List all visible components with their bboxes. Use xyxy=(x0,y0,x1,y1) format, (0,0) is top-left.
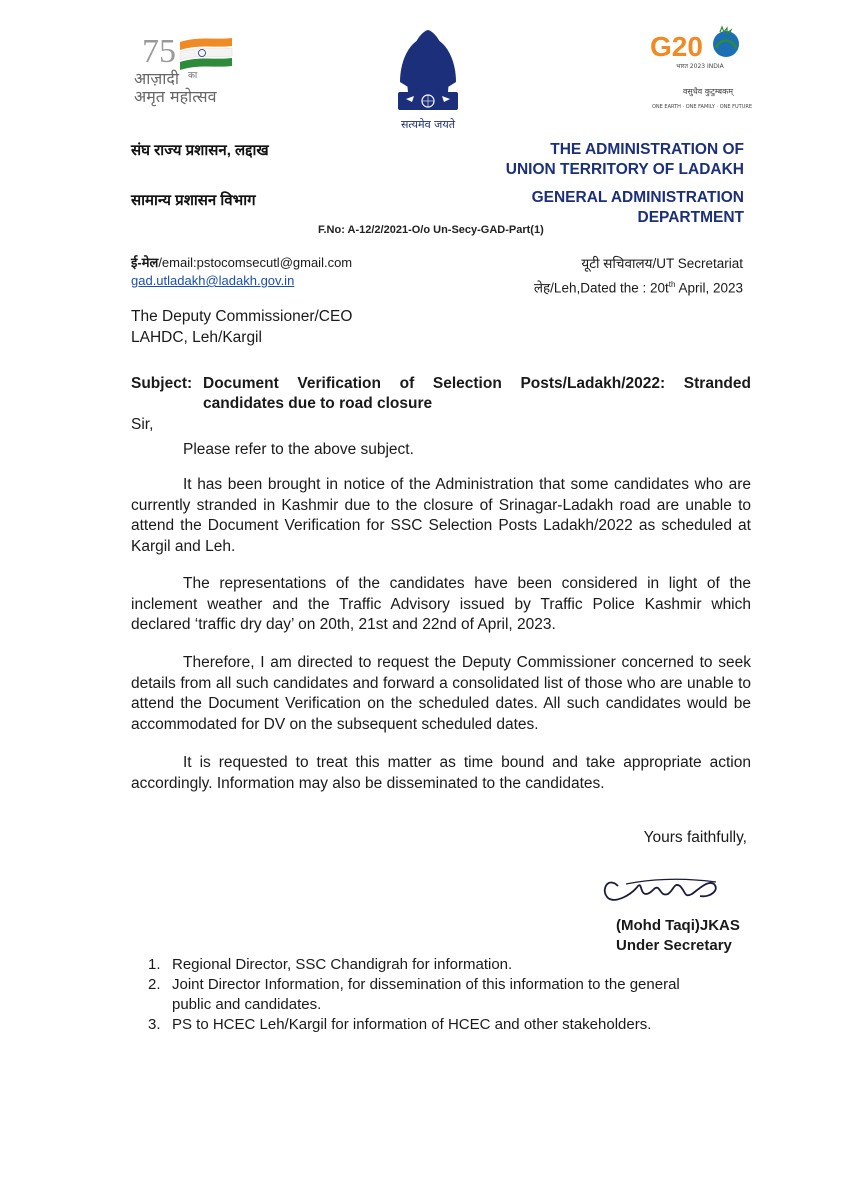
list-item-number: 3. xyxy=(148,1016,161,1033)
date-prefix: लेह/Leh,Dated the : 20t xyxy=(533,280,669,296)
email-line xyxy=(131,254,352,272)
email-label-hindi: ई-मेल xyxy=(131,255,159,270)
copy-to-list xyxy=(148,955,708,1035)
body-paragraph-4 xyxy=(131,653,751,735)
body-paragraph-4-text: Therefore, I am directed to request the Deputy Commissioner concerned to seek details from all such candidates and forward a consolidated list of those who are unable to attend the Document Verification on the scheduled dates. All such candidates would be accommodated for DV on the subsequent scheduled dates. xyxy=(131,654,751,733)
body-paragraph-3-text: The representations of the candidates have been considered in light of the inclement weather and the Traffic Advisory issued by Traffic Police Kashmir which declared ‘traffic dry day’ on 20th, 21st and 22nd of April, 2023. xyxy=(131,575,751,633)
list-item-text: PS to HCEC Leh/Kargil for information of HCEC and other stakeholders. xyxy=(172,1016,652,1033)
azadi-line1: आज़ादी xyxy=(134,69,180,88)
list-item-text: Joint Director Information, for dissemination of this information to the general public and candidates. xyxy=(172,976,680,1013)
salutation: Sir, xyxy=(131,416,154,433)
addressee-line1: The Deputy Commissioner/CEO xyxy=(131,308,353,325)
subject-label: Subject: xyxy=(131,375,193,392)
hindi-dept-title: सामान्य प्रशासन विभाग xyxy=(131,192,256,209)
email-block xyxy=(131,254,352,290)
date-line xyxy=(534,274,743,299)
signatory-name: (Mohd Taqi)JKAS xyxy=(616,917,740,934)
file-number: F.No: A-12/2/2021-O/o Un-Secy-GAD-Part(1) xyxy=(318,224,544,236)
eng-admin-line1: THE ADMINISTRATION OF xyxy=(550,141,744,158)
national-emblem xyxy=(378,22,478,134)
signature-icon xyxy=(596,864,736,914)
azadi-logo-graphic xyxy=(128,28,258,108)
azadi-line2: अमृत महोत्सव xyxy=(134,87,217,106)
eng-admin-line2: UNION TERRITORY OF LADAKH xyxy=(505,161,744,178)
signatory xyxy=(616,916,740,956)
secretariat-line: यूटी सचिवालय/UT Secretariat xyxy=(581,256,743,271)
g20-tagline: ONE EARTH · ONE FAMILY · ONE FUTURE xyxy=(652,104,752,110)
body-paragraph-1 xyxy=(131,440,751,461)
hindi-admin-title: संघ राज्य प्रशासन, लद्दाख xyxy=(131,142,269,159)
subject-text: Document Verification of Selection Posts/Ladakh/2022: Stranded candidates due to road closure xyxy=(203,375,751,412)
list-item-number: 1. xyxy=(148,956,161,973)
azadi-suffix: का xyxy=(188,71,198,81)
signature-image xyxy=(596,864,736,914)
date-superscript: th xyxy=(668,280,676,289)
list-item xyxy=(148,975,708,1015)
dated-block xyxy=(534,253,743,299)
list-item-text: Regional Director, SSC Chandigrah for information. xyxy=(172,956,513,973)
body-paragraph-2 xyxy=(131,475,751,557)
body-paragraph-2-text: It has been brought in notice of the Administration that some candidates who are currently stranded in Kashmir due to the closure of Srinagar-Ladakh road are unable to attend the Document Verification for SSC Selection Posts Ladakh/2022 as scheduled at Kargil and Leh. xyxy=(131,476,751,555)
eng-admin-title xyxy=(506,140,744,180)
emblem-motto: सत्यमेव जयते xyxy=(400,118,456,131)
email-primary: /email:pstocomsecutl@gmail.com xyxy=(158,255,353,270)
list-item xyxy=(148,1015,708,1035)
body-paragraph-1-text: Please refer to the above subject. xyxy=(183,441,414,458)
body-paragraph-3 xyxy=(131,574,751,636)
lion-capital-icon xyxy=(378,22,478,134)
body-paragraph-5 xyxy=(131,753,751,794)
list-item-number: 2. xyxy=(148,976,161,993)
eng-dept-title xyxy=(532,188,744,228)
eng-dept-line1: GENERAL ADMINISTRATION xyxy=(531,189,744,206)
addressee xyxy=(131,306,352,348)
email-link[interactable]: gad.utladakh@ladakh.gov.in xyxy=(131,273,295,288)
body-paragraph-5-text: It is requested to treat this matter as time bound and take appropriate action accordingly. Information may also be disseminated to the candidates. xyxy=(131,754,751,792)
date-suffix: April, 2023 xyxy=(675,280,743,296)
azadi-amrit-mahotsav-logo xyxy=(128,28,258,108)
g20-hindi: वसुधैव कुटुम्बकम् xyxy=(682,87,734,96)
azadi-number: 75 xyxy=(142,33,176,70)
closing: Yours faithfully, xyxy=(643,829,747,846)
g20-logo-graphic xyxy=(640,24,760,110)
g20-logo xyxy=(640,24,760,110)
addressee-line2: LAHDC, Leh/Kargil xyxy=(131,329,262,346)
g20-sub: भारत 2023 INDIA xyxy=(676,63,724,70)
subject-block xyxy=(131,374,751,414)
g20-text: G20 xyxy=(650,31,703,62)
signatory-designation: Under Secretary xyxy=(616,937,732,954)
eng-dept-line2: DEPARTMENT xyxy=(637,209,744,226)
list-item xyxy=(148,955,708,975)
